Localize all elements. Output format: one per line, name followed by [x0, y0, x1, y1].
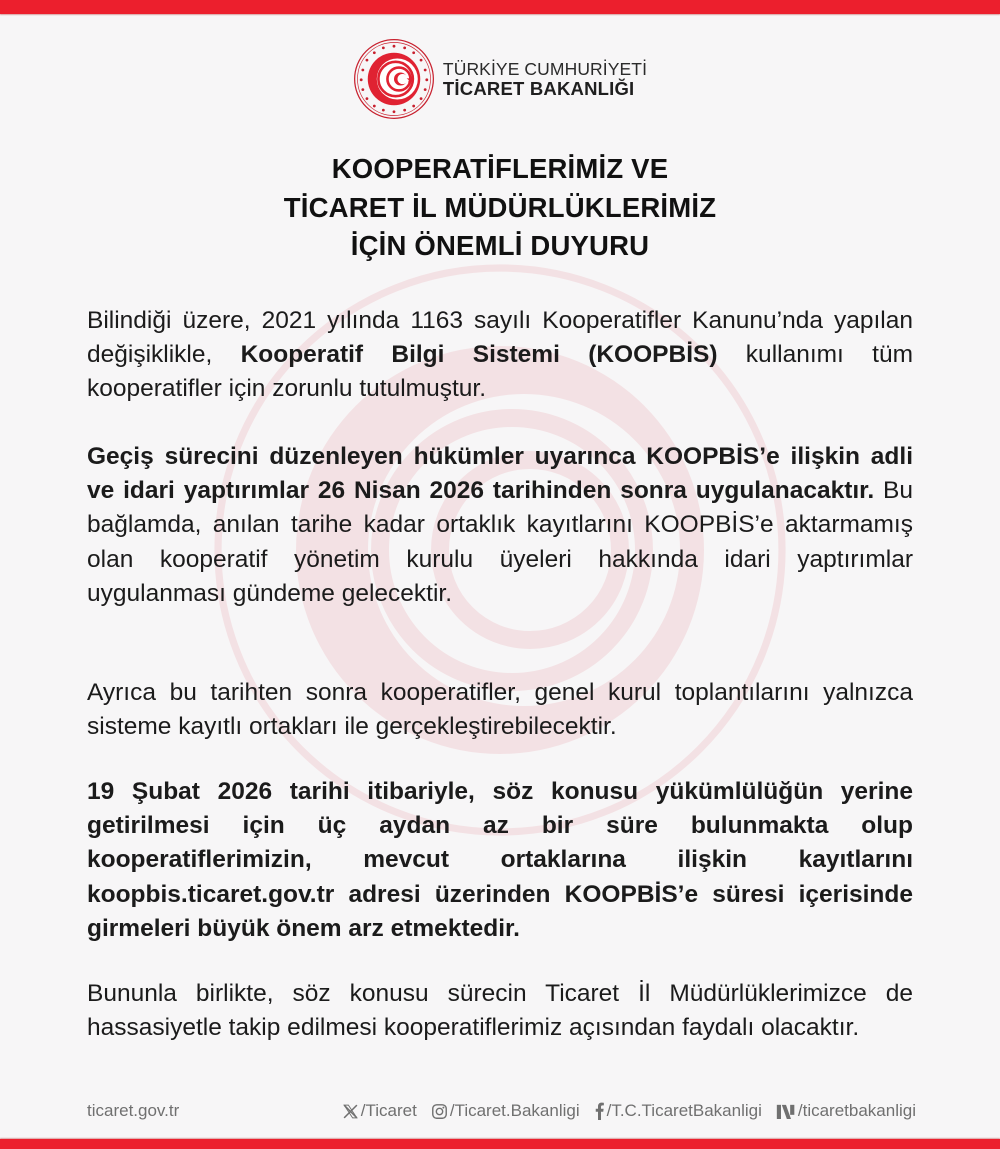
paragraph-provincial-directorates: [87, 977, 913, 1045]
facebook-icon: [594, 1102, 605, 1120]
p5-text: Bununla birlikte, söz konusu sürecin Ticaret İl Müdürlüklerimizce de hassasiyetle takip edilmesi kooperatiflerimiz açısından faydalı olacaktır.: [87, 980, 913, 1042]
p3-text: Ayrıca bu tarihten sonra kooperatifler, genel kurul toplantılarını yalnızca sisteme kayıtlı ortakları ile gerçekleştirebilecektir.: [87, 679, 913, 741]
social-facebook[interactable]: [594, 1101, 762, 1121]
footer: [0, 1098, 1000, 1126]
p2-text: Bu bağlamda, anılan tarihe kadar ortaklık kayıtlarını KOOPBİS’e aktarmamış olan kooperatif yönetim kurulu üyeleri hakkında idari yaptırımlar uygulanması gündeme gelecektir.: [87, 477, 913, 607]
social-nsosyal[interactable]: [776, 1101, 916, 1121]
website-link[interactable]: ticaret.gov.tr: [87, 1101, 180, 1120]
p1-text-1: Bilindiği üzere, 2021 yılında 1163 sayılı Kooperatifler Kanunu’nda yapılan değişiklikle,: [87, 307, 913, 369]
brand-line-1: TÜRKİYE CUMHURİYETİ: [442, 59, 648, 79]
paragraph-koopbis-intro: [87, 304, 913, 407]
ministry-header: [0, 38, 1000, 120]
bottom-red-bar: [0, 1139, 1000, 1149]
brand-line-2: TİCARET BAKANLIĞI: [442, 78, 635, 99]
social-facebook-handle: /T.C.TicaretBakanligi: [606, 1101, 762, 1120]
p4-bold-text: 19 Şubat 2026 tarihi itibariyle, söz konusu yükümlülüğün yerine getirilmesi için üç aydan az bir süre bulunmakta olup kooperatiflerimizin, mevcut ortaklarına ilişkin kayıtlarını koopbis.ticaret.gov.tr adresi üzerinden KOOPBİS’e süresi içerisinde girmeleri büyük önem arz etmektedir.: [87, 778, 913, 942]
page-title: [0, 150, 1000, 266]
nsosyal-icon: [776, 1103, 796, 1120]
social-x[interactable]: [342, 1101, 417, 1121]
paragraph-general-assembly: [87, 676, 913, 744]
social-links: [342, 1101, 916, 1121]
x-twitter-icon: [342, 1103, 359, 1120]
ministry-emblem-icon: [353, 38, 435, 120]
title-line-3: İÇİN ÖNEMLİ DUYURU: [350, 230, 650, 261]
title-line-1: KOOPERATİFLERİMİZ VE: [331, 153, 669, 184]
p1-text-2: kullanımı tüm kooperatifler için zorunlu tutulmuştur.: [87, 341, 913, 403]
p1-bold-system-name: Kooperatif Bilgi Sistemi (KOOPBİS): [240, 341, 718, 369]
paragraph-sanctions: [87, 440, 913, 611]
ministry-name: [443, 59, 647, 99]
social-x-handle: /Ticaret: [360, 1101, 417, 1120]
p2-bold-deadline: Geçiş sürecini düzenleyen hükümler uyarınca KOOPBİS’e ilişkin adli ve idari yaptırımlar 26 Nisan 2026 tarihinden sonra uygulanacaktır.: [87, 443, 913, 505]
paragraph-remaining-time: [87, 775, 913, 946]
social-nsosyal-handle: /ticaretbakanligi: [797, 1101, 916, 1120]
instagram-icon: [431, 1103, 448, 1120]
top-red-bar: [0, 0, 1000, 14]
social-instagram[interactable]: [431, 1101, 580, 1121]
social-instagram-handle: /Ticaret.Bakanligi: [449, 1101, 580, 1120]
title-line-2: TİCARET İL MÜDÜRLÜKLERİMİZ: [283, 191, 717, 223]
